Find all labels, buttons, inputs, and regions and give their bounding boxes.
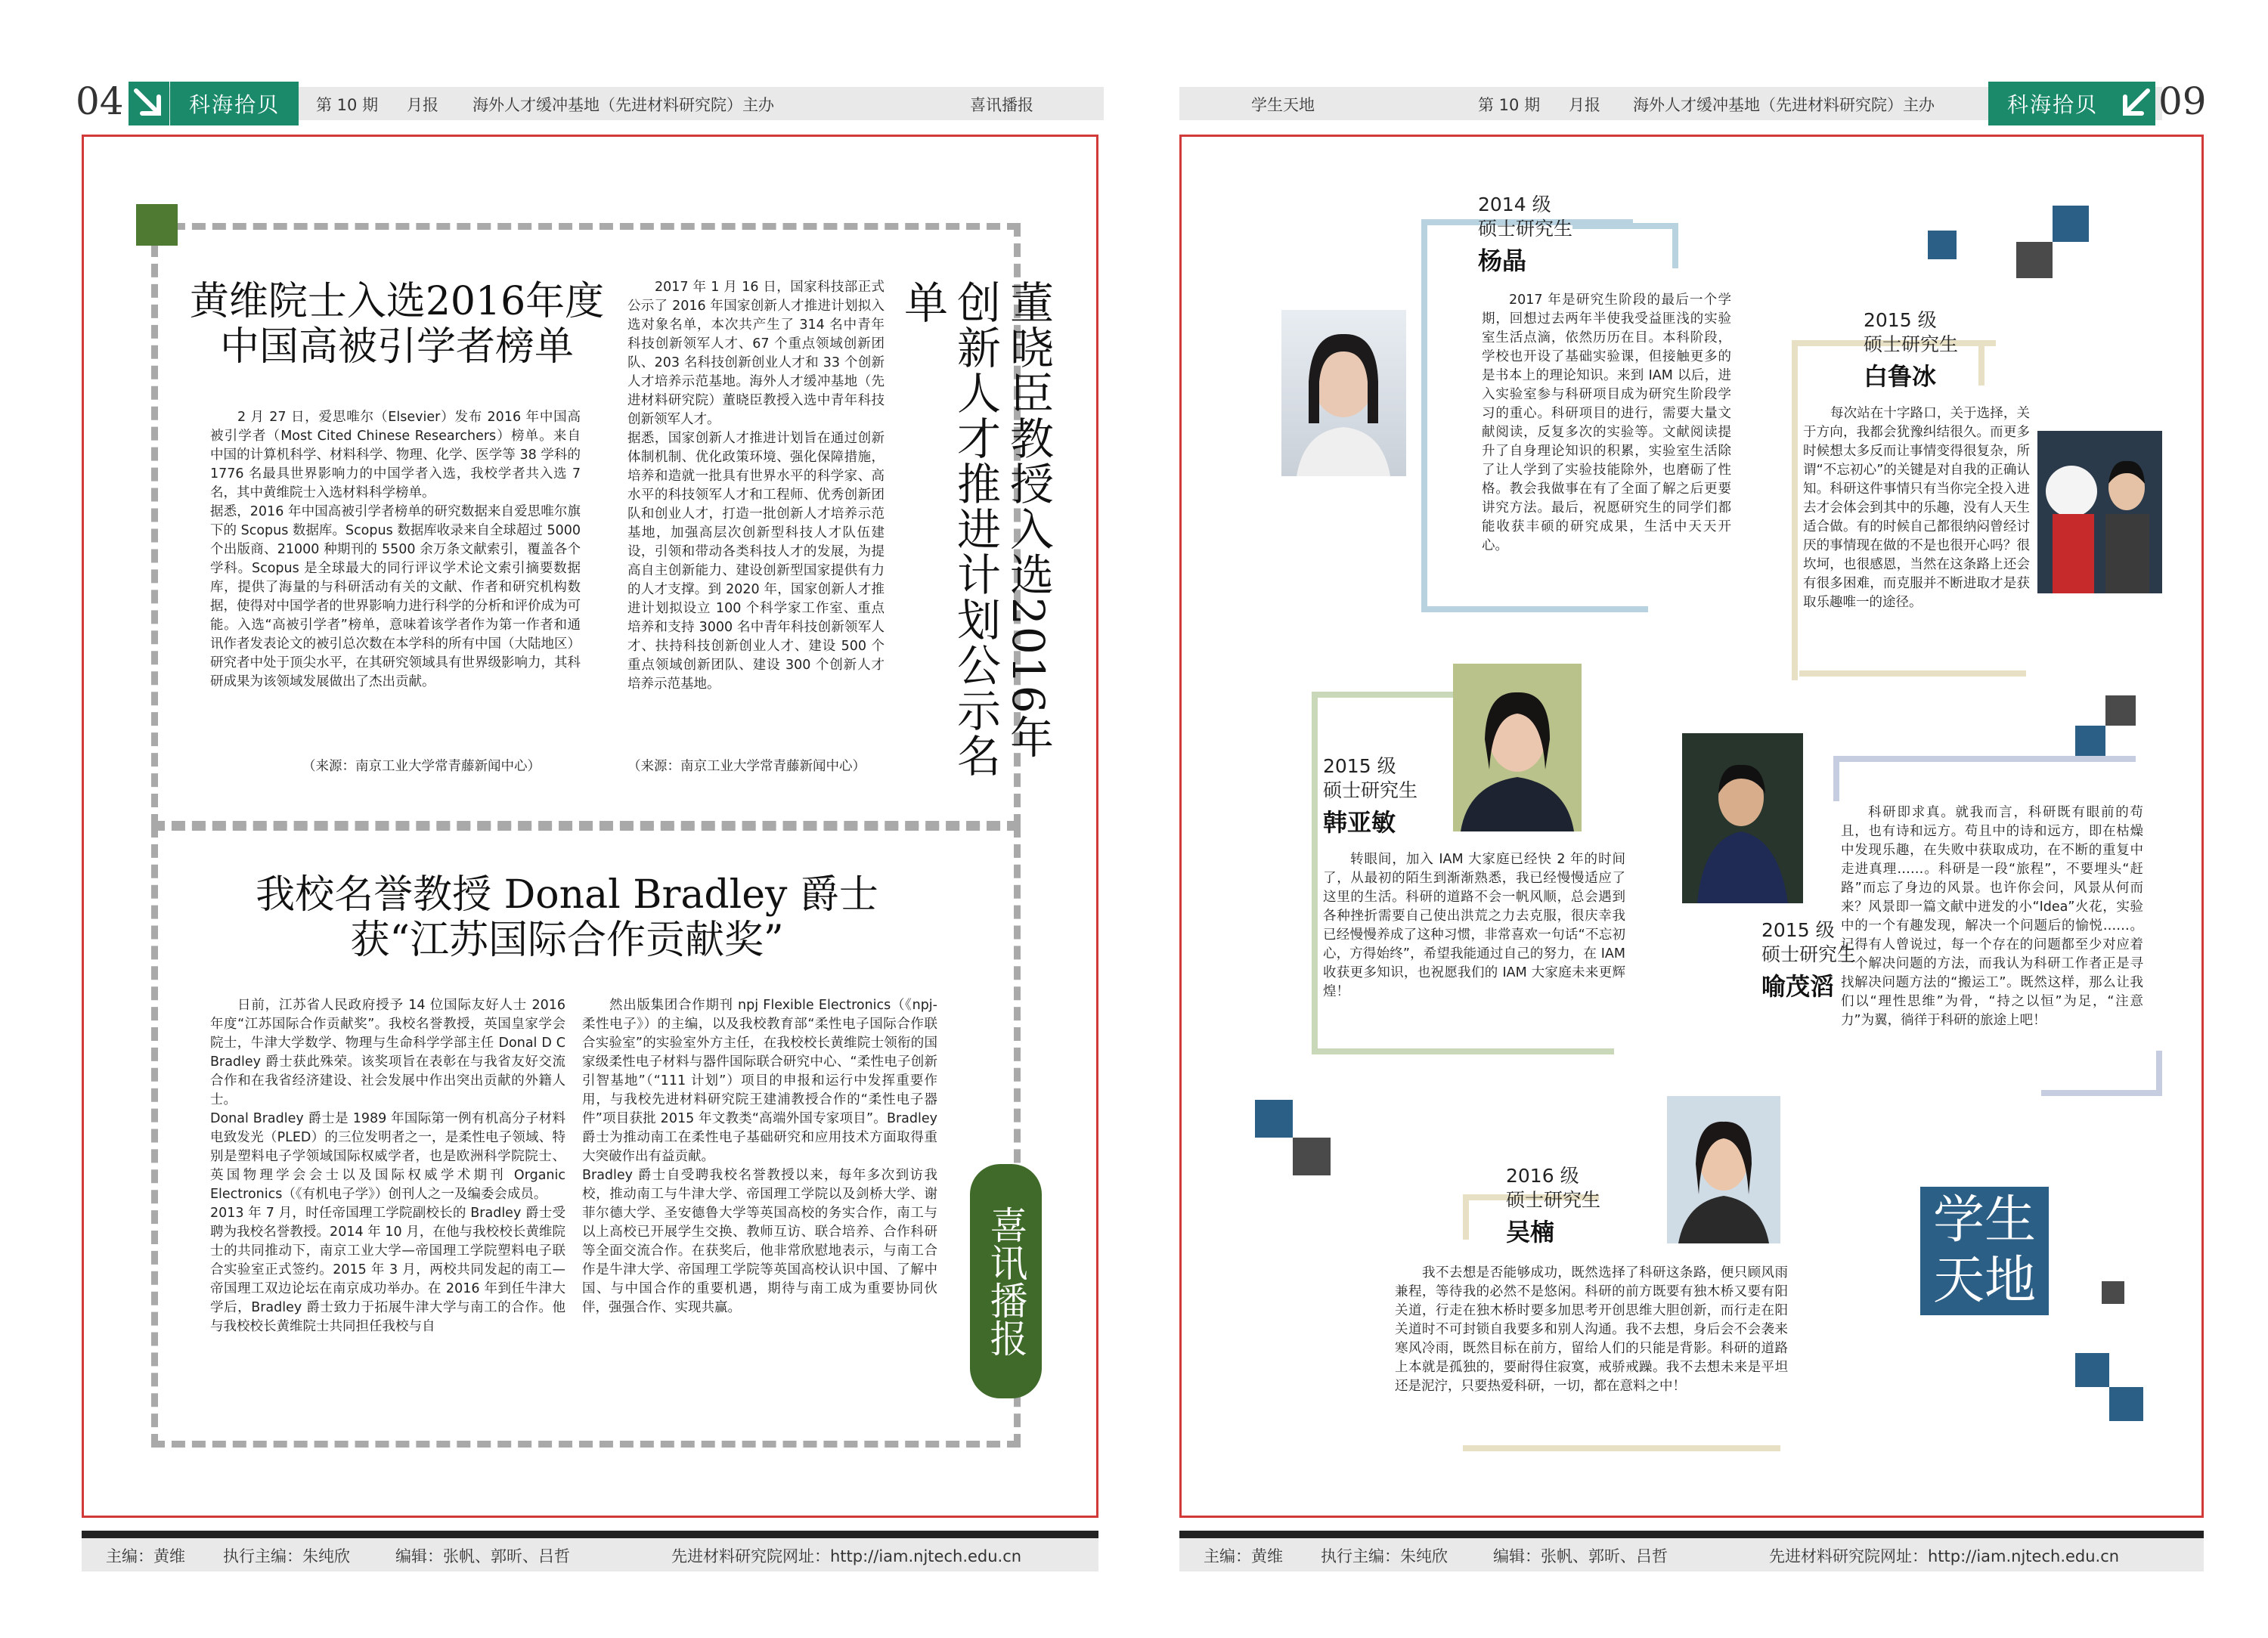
footer-bar [1179,1531,2204,1538]
bracket-decoration [1463,1406,1780,1451]
student-name: 吴楠 [1506,1218,1555,1246]
corner-square [136,204,178,246]
website[interactable]: 先进材料研究院网址：http://iam.njtech.edu.cn [671,1547,1022,1565]
column-name: 喜讯播报 [970,96,1033,114]
frequency: 月报 [407,96,438,114]
bracket-decoration [2041,1051,2162,1096]
student-quote: 转眼间，加入 IAM 大家庭已经快 2 年的时间了，从最初的陌生到渐渐熟悉，我已经慢慢适应了这里的生活。科研的道路不会一帆风顺，总会遇到各种挫折需要自己使出洪荒之力去克服，很庆幸我已经慢慢养成了这种习惯，非常喜欢一句话“不忘初心，方得始终”，希望我能通过自己的努力，在 IAM 收获更多知识，也祝愿我们的 IAM 大家庭未来更辉煌！ [1323,852,1630,999]
student-grade: 2015 级 [1864,309,1937,331]
issue-number: 第 10 期 [1478,96,1541,114]
student-quote: 2017 年是研究生阶段的最后一个学期，回想过去两年半使我受益匪浅的实验室生活点滴，依然历历在目。本科阶段，学校也开设了基础实验课，但接触更多的是书本上的理论知识。来到 IAM 以后，进入实验室参与科研项目成为研究生阶段学习的重心。科研项目的进行，需要大量文献阅读，反复多次的实验等。文献阅读提升了自身理论知识的积累，实验室生活除了让人学到了实验技能除外，也磨砺了性格。教会我做事在有了全面了解之后更要讲究方法。最后，祝愿研究生的同学们都能收获丰硕的研究成果，生活中天天开心。 [1482,293,1731,553]
column-name: 学生天地 [1251,96,1315,114]
deco-square [2053,206,2089,242]
host: 海外人才缓冲基地（先进材料研究院）主办 [1633,96,1935,114]
student-name: 喻茂滔 [1761,972,1835,1001]
deco-square [2075,1353,2109,1387]
page-number: 04 [76,79,124,123]
page-number: 09 [2158,79,2207,123]
editors: 编辑：张帆、郭昕、吕哲 [1493,1547,1668,1565]
article2-vertical-title: 董晓臣教授入选2016年创新人才推进计划公示名单 [897,280,1054,779]
website[interactable]: 先进材料研究院网址：http://iam.njtech.edu.cn [1769,1547,2120,1565]
bracket-decoration [1312,1009,1614,1054]
bracket-decoration [1421,559,1648,612]
section-title: 学生天地 [1920,1187,2049,1315]
editors: 编辑：张帆、郭昕、吕哲 [395,1547,570,1565]
logo: 科海拾贝 [170,82,299,125]
exec-editor: 执行主编：朱纯欣 [223,1547,350,1565]
right-page [1134,0,2268,1638]
student-degree: 硕士研究生 [1323,779,1418,801]
deco-square [1293,1138,1331,1175]
student-photo [1281,310,1406,476]
student-name: 杨晶 [1478,246,1527,275]
article3-col2: 然出版集团合作期刊 npj Flexible Electronics（《npj-柔性电子》）的主编，以及我校教育部“柔性电子国际合作联合实验室”的实验室外方主任，在我校校长黄维院士领衔的国家级柔性电子材料与器件国际联合研究中心、“柔性电子创新引智基地”（“111 计划”）项目的申报和运行中发挥重要作用，与我校先进材料研究院王建浦教授合作的“柔性电子器件”项目获批 2015 年文教类“高端外国专家项目”。Bradley 爵士为推动南工在柔性电子基础研究和应用技术方面取得重大突破作出有益贡献。 Bradley 爵士自受聘我校名誉教授以来，每年多次到访我校，推动南工与牛津大学、帝国理工学院以及剑桥大学、谢菲尔德大学、圣安德鲁大学等英国高校的务实合作，南工与以上高校已开展学生交换、教师互访、联合培养、合作科研等全面交流合作。在获奖后，他非常欣慰地表示，与南工合作是牛津大学、帝国理工学院等英国高校认识中国、了解中国、与中国合作的重要机遇，期待与南工成为重要协同伙伴，强强合作、实现共赢。 [582,998,937,1315]
student-degree: 硕士研究生 [1761,943,1857,965]
deco-square [2102,1281,2124,1304]
student-grade: 2014 级 [1478,194,1551,215]
footer-bar [82,1531,1098,1538]
article3-title-line1: 我校名誉教授 Donal Bradley 爵士 [256,872,878,918]
arrow-down-right-icon [129,82,169,125]
article3-title-line2: 获“江苏国际合作贡献奖” [350,917,784,963]
deco-square [1928,231,1957,259]
article3-title [227,873,907,964]
article3-col1: 日前，江苏省人民政府授予 14 位国际友好人士 2016 年度“江苏国际合作贡献奖”。我校名誉教授，英国皇家学会院士，牛津大学数学、物理与生命科学学部主任 Donal D C Bradley 爵士获此殊荣。该奖项旨在表彰在与我省友好交流合作和在我省经济建设、社会发展中作出突出贡献的外籍人士。 Donal Bradley 爵士是 1989 年国际第一例有机高分子材料电致发光（PLED）的三位发明者之一，是柔性电子领域、特别是塑料电子学领域国际权威学者，也是欧洲科学院院士、英国物理学会会士以及国际权威学术期刊 Organic Electronics（《有机电子学》）创刊人之一及编委会成员。 2013 年 7 月，时任帝国理工学院副校长的 Bradley 爵士受聘为我校名誉教授。2014 年 10 月，在他与我校校长黄维院士的共同推动下，南京工业大学—帝国理工学院塑料电子联合实验室正式签约。2015 年 3 月，两校共同发起的南工—帝国理工双边论坛在南京成功举办。在 2016 年到任牛津大学后，Bradley 爵士致力于拓展牛津大学与南工的合作。他与我校校长黄维院士共同担任我校与自 [210,998,565,1334]
chief-editor: 主编：黄维 [106,1547,185,1565]
student-name: 韩亚敏 [1323,808,1396,837]
student-name: 白鲁冰 [1864,362,1937,391]
student-photo [1682,733,1803,903]
bracket-decoration [1572,223,1678,268]
bracket-decoration [1833,756,2136,801]
deco-square [2075,726,2105,756]
deco-square [2016,242,2053,278]
deco-square [1255,1100,1293,1138]
student-photo [1667,1096,1780,1243]
student-photo [1453,664,1582,831]
article1-body: 2 月 27 日，爱思唯尔（Elsevier）发布 2016 年中国高被引学者（Most Cited Chinese Researchers）榜单。来自中国的计算机科学、材料科学、物理、化学、医学等 38 学科的 1776 名最具世界影响力的中国学者入选，我校学者共入选 7 名，其中黄维院士入选材料科学榜单。 据悉，2016 年中国高被引学者榜单的研究数据来自爱思唯尔旗下的 Scopus 数据库。Scopus 数据库收录来自全球超过 5000 个出版商、21000 种期刊的 5500 余万条文献索引，覆盖各个学科。Scopus 是全球最大的同行评议学术论文索引摘要数据库，提供了海量的与科研活动有关的文献、作者和研究机构数据，使得对中国学者的世界影响力进行科学的分析和评价成为可能。入选“高被引学者”榜单，意味着该学者作为第一作者和通讯作者发表论文的被引总次数在本学科的所有中国（大陆地区）研究者中处于顶尖水平，在其研究领域具有世界级影响力，其科研成果为该领域发展做出了杰出贡献。 [210,410,581,689]
bracket-decoration [1833,756,1879,801]
deco-square [2109,1387,2143,1421]
article2-source: （来源：南京工业大学常青藤新闻中心） [627,759,866,774]
exec-editor: 执行主编：朱纯欣 [1321,1547,1448,1565]
article1-source: （来源：南京工业大学常青藤新闻中心） [302,759,541,774]
article1-title-line1: 黄维院士入选2016年度 [189,279,605,324]
student-quote: 每次站在十字路口，关于选择，关于方向，我都会犹豫纠结很久。而更多时候想太多反而让事情变得很复杂，所谓“不忘初心”的关键是对自我的正确认知。科研这件事情只有当你完全投入进去才会体会到其中的乐趣，没有人天生适合做。有的时候自己都很纳闷曾经讨厌的事情现在做的不是也很开心吗？很坎坷，也很感恩，当然在这条路上还会有很多困难，而克服并不断进取才是获取乐趣唯一的途径。 [1803,406,2030,610]
deco-square [2105,695,2136,726]
article2-body: 2017 年 1 月 16 日，国家科技部正式公示了 2016 年国家创新人才推进计划拟入选对象名单，本次共产生了 314 名中青年科技创新领军人才、67 个重点领域创新团队、203 名科技创新创业人才和 33 个创新人才培养示范基地。海外人才缓冲基地（先进材料研究院）董晓臣教授入选中青年科技创新领军人才。 据悉，国家创新人才推进计划旨在通过创新体制机制、优化政策环境、强化保障措施，培养和造就一批具有世界水平的科学家、高水平的科技领军人才和工程师、优秀创新团队和创业人才，打造一批创新人才培养示范基地，加强高层次创新型科技人才队伍建设，引领和带动各类科技人才的发展，为提高自主创新能力、建设创新型国家提供有力的人才支撑。到 2020 年，国家创新人才推进计划拟设立 100 个科学家工作室、重点培养和支持 3000 名中青年科技创新领军人才、扶持科技创新创业人才、建设 500 个重点领域创新团队、建设 300 个创新人才培养示范基地。 [627,280,885,692]
student-grade: 2015 级 [1761,919,1835,941]
article1-title-line2: 中国高被引学者榜单 [219,324,574,370]
student-degree: 硕士研究生 [1478,218,1573,240]
host: 海外人才缓冲基地（先进材料研究院）主办 [472,96,774,114]
student-quote: 我不去想是否能够成功，既然选择了科研这条路，便只顾风雨兼程，等待我的必然不是悠闲。科研的前方既要有独木桥又要有阳关道，行走在独木桥时要多加思考开创思维大胆创新，而行走在阳关道时不可封锁自我要多和别人沟通。我不去想，身后会不会袭来寒风冷雨，既然目标在前方，留给人们的只能是背影。科研的道路上本就是孤独的，要耐得住寂寞，戒骄戒躁。我不去想未来是平坦还是泥泞，只要热爱科研，一切，都在意料之中！ [1395,1265,1788,1394]
student-degree: 硕士研究生 [1864,333,1959,355]
bracket-decoration [1799,643,2026,677]
logo: 科海拾贝 [1988,82,2117,125]
student-quote: 科研即求真。就我而言，科研既有眼前的苟且，也有诗和远方。苟且中的诗和远方，即在枯燥中发现乐趣，在失败中获取成功，在不断的重复中走进真理……。科研是一段“旅程”，不要埋头“赶路”而忘了身边的风景。也许你会问，风景从何而来？风景即一篇文献中迸发的小“Idea”火花，实验中的一个有趣发现，解决一个问题后的愉悦……。记得有人曾说过，每一个存在的问题都至少对应着一个解决问题的方法，而我认为科研工作者正是寻找解决问题方法的“搬运工”。既然这样，那么让我们以“理性思维”为骨，“持之以恒”为足，“注意力”为翼，徜徉于科研的旅途上吧！ [1841,805,2143,1028]
article1-title [178,280,616,370]
student-grade: 2015 级 [1323,755,1396,777]
arrow-down-left-icon [2115,82,2155,125]
chief-editor: 主编：黄维 [1204,1547,1283,1565]
frequency: 月报 [1569,96,1600,114]
issue-number: 第 10 期 [316,96,379,114]
student-photo [2037,431,2162,593]
student-degree: 硕士研究生 [1506,1189,1601,1211]
section-stamp: 喜讯播报 [970,1164,1042,1398]
student-grade: 2016 级 [1506,1165,1579,1187]
